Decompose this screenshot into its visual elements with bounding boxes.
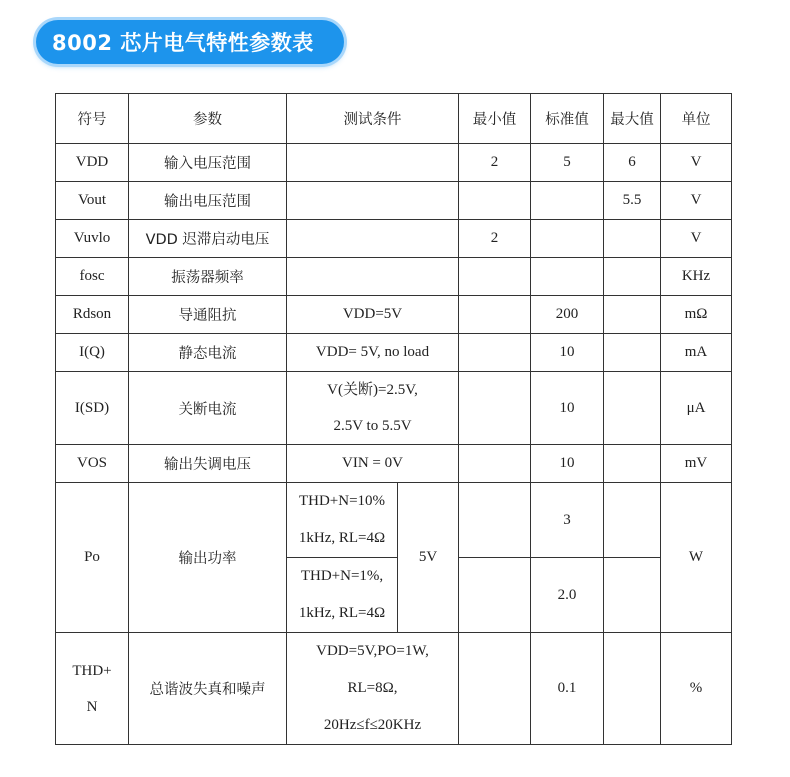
cell-max: 5.5 [604, 182, 661, 220]
table-row [56, 220, 732, 258]
spec-table [55, 93, 732, 745]
cell-param: 导通阻抗 [129, 296, 287, 334]
table-header-row [56, 94, 732, 144]
cell-min: 2 [459, 220, 531, 258]
table-row [56, 483, 732, 558]
header-unit: 单位 [661, 94, 732, 144]
cell-min [459, 258, 531, 296]
cell-param: 总谐波失真和噪声 [129, 633, 287, 745]
cell-unit: V [661, 182, 732, 220]
cell-condition [287, 558, 398, 633]
cell-typ: 10 [531, 372, 604, 445]
cell-symbol: I(SD) [56, 372, 129, 445]
table-row [56, 144, 732, 182]
table-row [56, 258, 732, 296]
header-min: 最小值 [459, 94, 531, 144]
table-row [56, 296, 732, 334]
cell-unit: mΩ [661, 296, 732, 334]
header-condition: 测试条件 [287, 94, 459, 144]
cell-typ: 10 [531, 445, 604, 483]
cell-symbol: VDD [56, 144, 129, 182]
cell-max [604, 258, 661, 296]
cell-max [604, 445, 661, 483]
table-row [56, 445, 732, 483]
cell-unit: KHz [661, 258, 732, 296]
header-param: 参数 [129, 94, 287, 144]
cell-unit: W [661, 483, 732, 633]
cell-min [459, 558, 531, 633]
condition-line: 1kHz, RL=4Ω [298, 605, 386, 621]
condition-line: VDD=5V,PO=1W, [316, 643, 429, 659]
header-typ: 标准值 [531, 94, 604, 144]
cell-unit: μA [661, 372, 732, 445]
cell-supply-voltage: 5V [398, 483, 459, 633]
cell-min [459, 483, 531, 558]
symbol-line: N [86, 698, 98, 715]
cell-min [459, 182, 531, 220]
cell-condition [287, 483, 398, 558]
cell-typ [531, 220, 604, 258]
cell-unit: V [661, 220, 732, 258]
cell-max [604, 483, 661, 558]
cell-condition [287, 182, 459, 220]
cell-typ: 5 [531, 144, 604, 182]
cell-unit: mA [661, 334, 732, 372]
header-max: 最大值 [604, 94, 661, 144]
cell-symbol: VOS [56, 445, 129, 483]
condition-line: THD+N=1%, [300, 568, 384, 584]
cell-unit: V [661, 144, 732, 182]
cell-param: 关断电流 [129, 372, 287, 445]
cell-typ: 0.1 [531, 633, 604, 745]
symbol-line: THD+ [72, 662, 112, 679]
cell-typ: 3 [531, 483, 604, 558]
cell-condition [287, 220, 459, 258]
header-symbol: 符号 [56, 94, 129, 144]
cell-param: 输出功率 [129, 483, 287, 633]
page-title: 8002 芯片电气特性参数表 [36, 20, 344, 64]
cell-condition [287, 372, 459, 445]
cell-symbol [56, 633, 129, 745]
cell-symbol: Vuvlo [56, 220, 129, 258]
cell-min [459, 633, 531, 745]
cell-typ [531, 182, 604, 220]
cell-symbol: Po [56, 483, 129, 633]
cell-param: 输出失调电压 [129, 445, 287, 483]
cell-param: 振荡器频率 [129, 258, 287, 296]
cell-unit: % [661, 633, 732, 745]
cell-max [604, 220, 661, 258]
cell-symbol: I(Q) [56, 334, 129, 372]
condition-line: 20Hz≤f≤20KHz [323, 717, 422, 733]
cell-min: 2 [459, 144, 531, 182]
table-row [56, 372, 732, 445]
condition-line: 2.5V to 5.5V [333, 418, 412, 434]
cell-condition [287, 633, 459, 745]
cell-min [459, 445, 531, 483]
cell-min [459, 296, 531, 334]
cell-symbol: fosc [56, 258, 129, 296]
cell-max [604, 558, 661, 633]
cell-max: 6 [604, 144, 661, 182]
cell-condition [287, 144, 459, 182]
table-row [56, 334, 732, 372]
cell-condition: VDD=5V [287, 296, 459, 334]
cell-max [604, 296, 661, 334]
cell-max [604, 334, 661, 372]
cell-max [604, 633, 661, 745]
cell-symbol: Vout [56, 182, 129, 220]
table-row [56, 182, 732, 220]
condition-line: RL=8Ω, [347, 680, 398, 696]
cell-typ: 200 [531, 296, 604, 334]
condition-line: V(关断)=2.5V, [327, 382, 418, 398]
table-row [56, 633, 732, 745]
condition-line: 1kHz, RL=4Ω [298, 530, 386, 546]
cell-condition: VDD= 5V, no load [287, 334, 459, 372]
cell-typ: 2.0 [531, 558, 604, 633]
cell-condition: VIN = 0V [287, 445, 459, 483]
cell-min [459, 372, 531, 445]
cell-condition [287, 258, 459, 296]
cell-typ [531, 258, 604, 296]
cell-param: VDD 迟滞启动电压 [129, 220, 287, 258]
cell-param: 静态电流 [129, 334, 287, 372]
cell-unit: mV [661, 445, 732, 483]
cell-max [604, 372, 661, 445]
cell-param: 输出电压范围 [129, 182, 287, 220]
cell-min [459, 334, 531, 372]
condition-line: THD+N=10% [298, 493, 386, 509]
cell-param: 输入电压范围 [129, 144, 287, 182]
cell-symbol: Rdson [56, 296, 129, 334]
cell-typ: 10 [531, 334, 604, 372]
